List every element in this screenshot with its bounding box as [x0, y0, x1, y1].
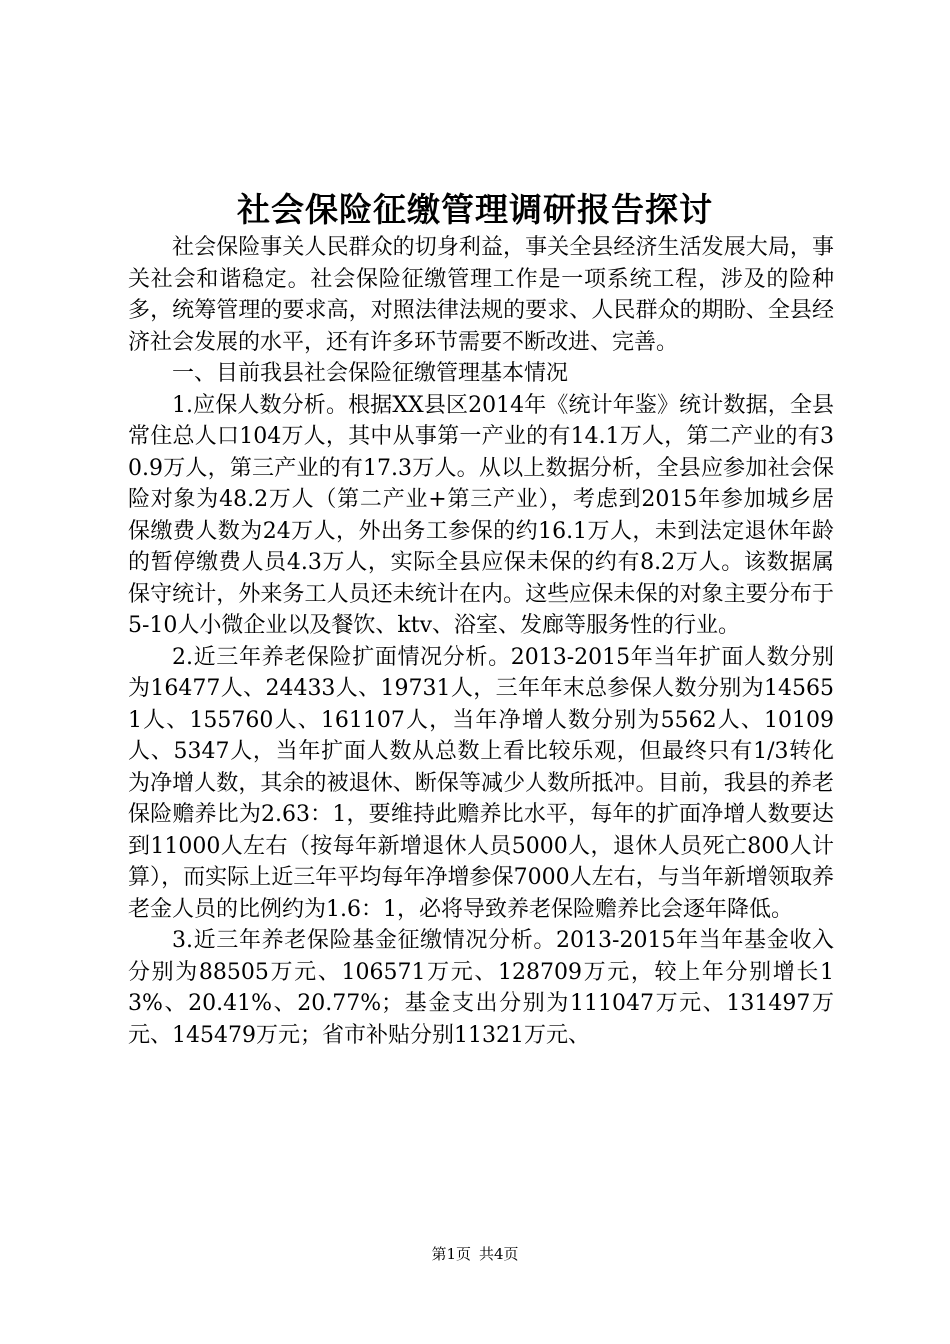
page-total: 共4页 — [479, 1245, 519, 1263]
paragraph-pension-expansion: 2.近三年养老保险扩面情况分析。2013-2015年当年扩面人数分别为16477人、24433人、19731人，三年年末总参保人数分别为145651人、155760人、161107人，当年净增人数分别为5562人、10109人、5347人，当年扩面人数从总数上看比较乐观，但最终只有1/3转化为净增人数，其余的被退休、断保等减少人数所抵冲。目前，我县的养老保险赡养比为2.63：1，要维持此赡养比水平，每年的扩面净增人数要达到11000人左右（按每年新增退休人员5000人，退休人员死亡800人计算），而实际上近三年平均每年净增参保7000人左右，与当年新增领取养老金人员的比例约为1.6：1，必将导致养老保险赡养比会逐年降低。 — [128, 644, 834, 922]
paragraph-fund-collection: 3.近三年养老保险基金征缴情况分析。2013-2015年当年基金收入分别为88505万元、106571万元、128709万元，较上年分别增长13%、20.41%、20.77%；基金支出分别为111047万元、131497万元、145479万元；省市补贴分别11321万元、 — [128, 928, 834, 1048]
paragraph-insured-count: 1.应保人数分析。根据XX县区2014年《统计年鉴》统计数据，全县常住总人口104万人，其中从事第一产业的有14.1万人，第二产业的有30.9万人，第三产业的有17.3万人。从以上数据分析，全县应参加社会保险对象为48.2万人（第二产业+第三产业），考虑到2015年参加城乡居保缴费人数为24万人，外出务工参保的约16.1万人，未到法定退休年龄的暂停缴费人员4.3万人，实际全县应保未保的约有8.2万人。该数据属保守统计，外来务工人员还未统计在内。这些应保未保的对象主要分布于5-10人小微企业以及餐饮、ktv、浴室、发廊等服务性的行业。 — [128, 392, 834, 638]
page-number: 第1页 — [431, 1245, 471, 1263]
document-title: 社会保险征缴管理调研报告探讨 — [237, 190, 713, 229]
document-body — [128, 232, 834, 1051]
section-heading: 一、目前我县社会保险征缴管理基本情况 — [172, 361, 569, 386]
intro-paragraph: 社会保险事关人民群众的切身利益，事关全县经济生活发展大局，事关社会和谐稳定。社会保险征缴管理工作是一项系统工程，涉及的险种多，统筹管理的要求高，对照法律法规的要求、人民群众的期盼、全县经济社会发展的水平，还有许多环节需要不断改进、完善。 — [128, 235, 834, 355]
page-footer — [0, 1244, 950, 1264]
